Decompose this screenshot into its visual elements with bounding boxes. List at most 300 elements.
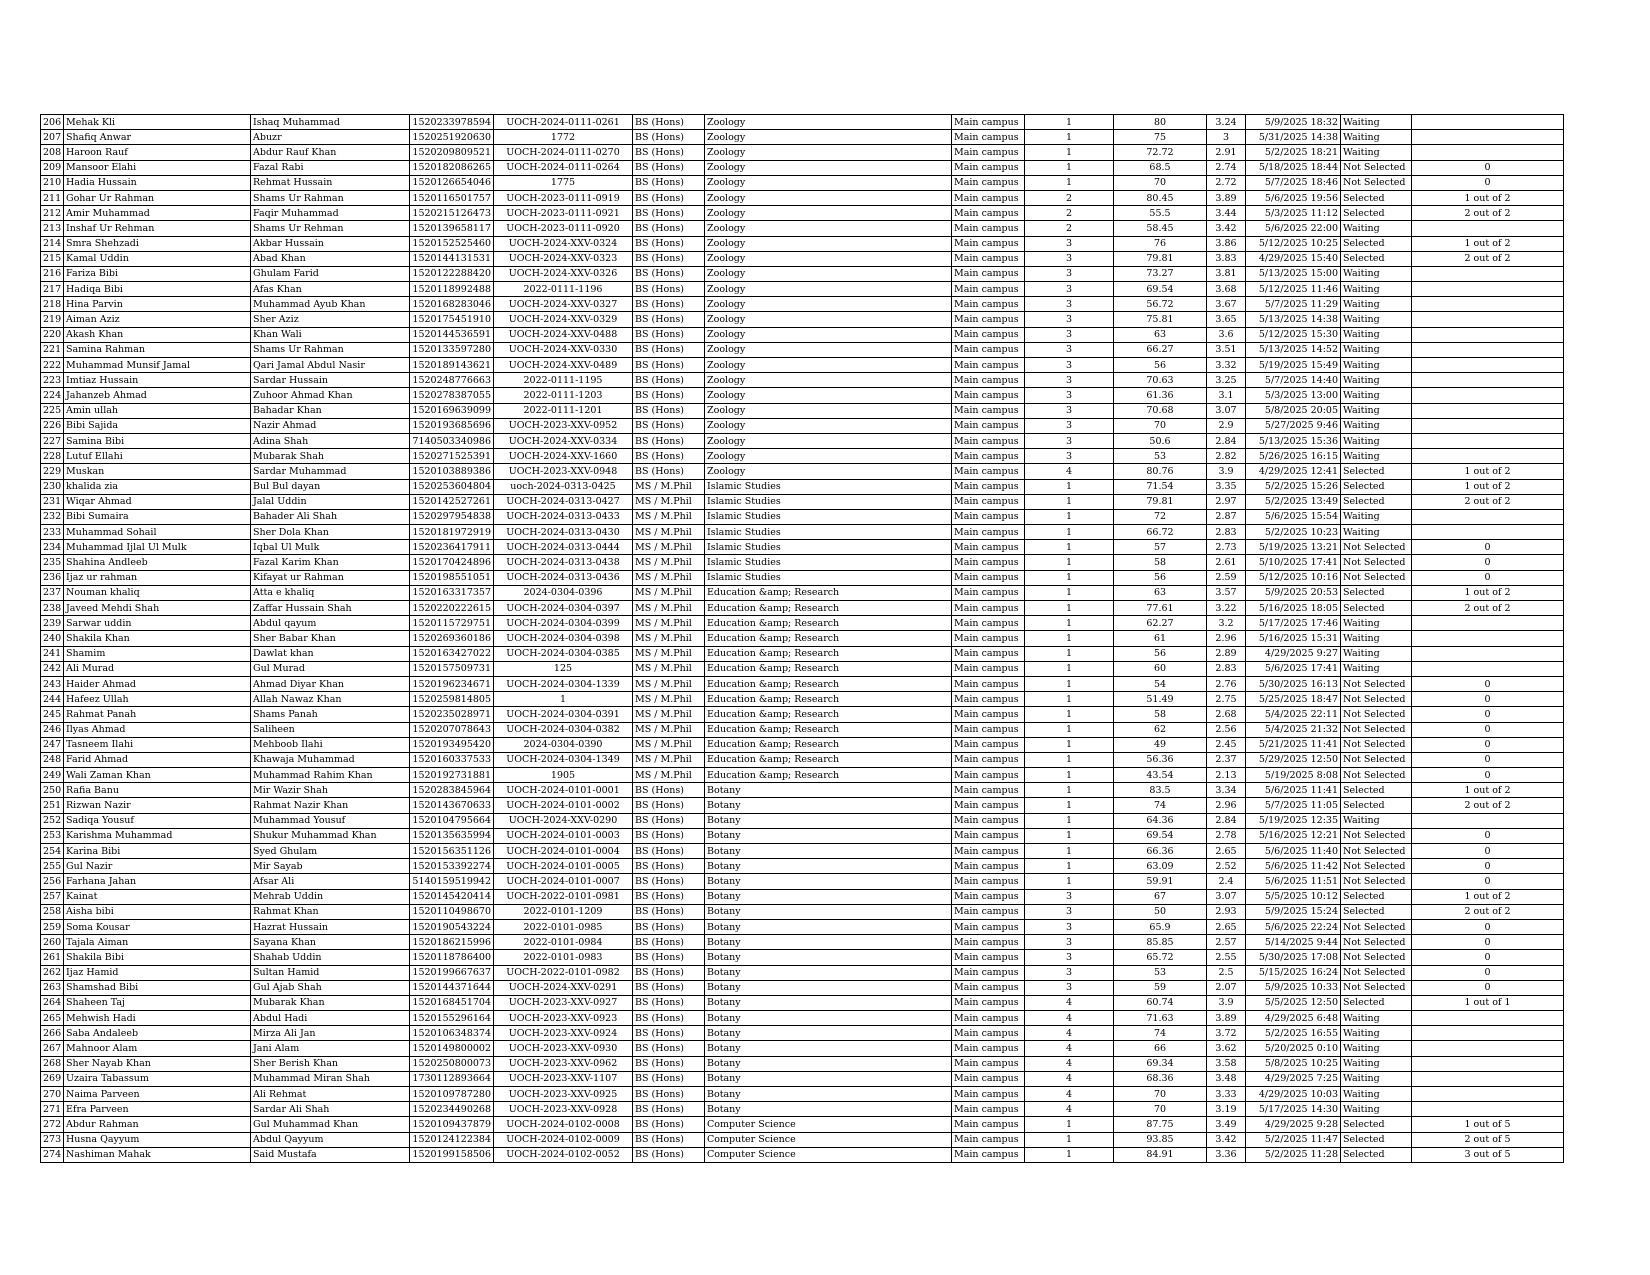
table-row	[41, 1056, 1564, 1071]
cnic-cell: 1520278387055	[410, 388, 494, 403]
program-level-cell: BS (Hons)	[633, 282, 705, 297]
applied-at-cell: 5/13/2025 14:38	[1246, 312, 1341, 327]
program-cell: Islamic Studies	[705, 509, 952, 524]
cnic-cell: 1520193495420	[410, 737, 494, 752]
applicant-name-cell: Wiqar Ahmad	[64, 494, 251, 509]
marks-cell: 63	[1114, 327, 1207, 342]
father-name-cell: Abdul Hadi	[251, 1011, 410, 1026]
status-cell: Selected	[1341, 479, 1412, 494]
row-number-cell: 215	[41, 251, 64, 266]
status-cell: Not Selected	[1341, 935, 1412, 950]
marks-cell: 93.85	[1114, 1132, 1207, 1147]
father-name-cell: Dawlat khan	[251, 646, 410, 661]
program-cell: Zoology	[705, 175, 952, 190]
cnic-cell: 1520153392274	[410, 859, 494, 874]
cgpa-cell: 2.56	[1207, 722, 1246, 737]
table-row	[41, 145, 1564, 160]
registration-no-cell: 2022-0111-1203	[494, 388, 633, 403]
program-level-cell: BS (Hons)	[633, 418, 705, 433]
program-cell: Botany	[705, 980, 952, 995]
applied-at-cell: 5/31/2025 14:38	[1246, 130, 1341, 145]
father-name-cell: Akbar Hussain	[251, 236, 410, 251]
cgpa-cell: 3.83	[1207, 251, 1246, 266]
row-number-cell: 236	[41, 570, 64, 585]
semester-cell: 4	[1025, 1041, 1114, 1056]
campus-cell: Main campus	[952, 919, 1025, 934]
registration-no-cell: UOCH-2023-XXV-0930	[494, 1041, 633, 1056]
status-cell: Waiting	[1341, 661, 1412, 676]
applicant-name-cell: Javeed Mehdi Shah	[64, 601, 251, 616]
status-cell: Waiting	[1341, 145, 1412, 160]
cgpa-cell: 2.96	[1207, 631, 1246, 646]
cnic-cell: 1520145420414	[410, 889, 494, 904]
applicant-name-cell: Lutuf Ellahi	[64, 449, 251, 464]
applicant-name-cell: Farhana Jahan	[64, 874, 251, 889]
table-row	[41, 282, 1564, 297]
status-cell: Not Selected	[1341, 950, 1412, 965]
semester-cell: 1	[1025, 555, 1114, 570]
campus-cell: Main campus	[952, 418, 1025, 433]
semester-cell: 1	[1025, 722, 1114, 737]
cnic-cell: 1520259814805	[410, 692, 494, 707]
applied-at-cell: 5/2/2025 18:21	[1246, 145, 1341, 160]
applied-at-cell: 5/7/2025 18:46	[1246, 175, 1341, 190]
program-level-cell: BS (Hons)	[633, 115, 705, 130]
registration-no-cell: UOCH-2024-0101-0002	[494, 798, 633, 813]
cnic-cell: 5140159519942	[410, 874, 494, 889]
applicant-name-cell: Shafiq Anwar	[64, 130, 251, 145]
cgpa-cell: 3.2	[1207, 616, 1246, 631]
cnic-cell: 1520175451910	[410, 312, 494, 327]
row-number-cell: 248	[41, 752, 64, 767]
registration-no-cell: UOCH-2024-0304-0399	[494, 616, 633, 631]
program-level-cell: BS (Hons)	[633, 1071, 705, 1086]
table-row	[41, 175, 1564, 190]
applicant-name-cell: Abdur Rahman	[64, 1117, 251, 1132]
applicant-name-cell: Haroon Rauf	[64, 145, 251, 160]
cgpa-cell: 2.59	[1207, 570, 1246, 585]
status-cell: Selected	[1341, 236, 1412, 251]
program-level-cell: MS / M.Phil	[633, 601, 705, 616]
marks-cell: 79.81	[1114, 494, 1207, 509]
applicant-name-cell: Bibi Sumaira	[64, 509, 251, 524]
marks-cell: 70	[1114, 175, 1207, 190]
father-name-cell: Rahmat Khan	[251, 904, 410, 919]
status-cell: Selected	[1341, 1147, 1412, 1162]
status-cell: Not Selected	[1341, 768, 1412, 783]
row-number-cell: 264	[41, 995, 64, 1010]
registration-no-cell: UOCH-2024-XXV-0334	[494, 433, 633, 448]
merit-position-cell: 0	[1412, 570, 1564, 585]
program-level-cell: MS / M.Phil	[633, 525, 705, 540]
marks-cell: 72	[1114, 509, 1207, 524]
program-level-cell: BS (Hons)	[633, 342, 705, 357]
program-cell: Zoology	[705, 403, 952, 418]
merit-position-cell	[1412, 1026, 1564, 1041]
cnic-cell: 1520133597280	[410, 342, 494, 357]
status-cell: Waiting	[1341, 327, 1412, 342]
applied-at-cell: 5/7/2025 11:05	[1246, 798, 1341, 813]
semester-cell: 1	[1025, 661, 1114, 676]
applicant-name-cell: Samina Rahman	[64, 342, 251, 357]
marks-cell: 49	[1114, 737, 1207, 752]
father-name-cell: Muhammad Rahim Khan	[251, 768, 410, 783]
table-row	[41, 768, 1564, 783]
applicant-name-cell: Mehwish Hadi	[64, 1011, 251, 1026]
applied-at-cell: 4/29/2025 12:41	[1246, 464, 1341, 479]
row-number-cell: 233	[41, 525, 64, 540]
cgpa-cell: 3.42	[1207, 221, 1246, 236]
semester-cell: 2	[1025, 206, 1114, 221]
registration-no-cell: 2022-0101-0985	[494, 919, 633, 934]
cgpa-cell: 3.51	[1207, 342, 1246, 357]
cnic-cell: 1520250800073	[410, 1056, 494, 1071]
cnic-cell: 1520144536591	[410, 327, 494, 342]
table-row	[41, 570, 1564, 585]
status-cell: Waiting	[1341, 373, 1412, 388]
program-cell: Zoology	[705, 251, 952, 266]
program-cell: Botany	[705, 995, 952, 1010]
applicant-name-cell: Shakila Khan	[64, 631, 251, 646]
semester-cell: 3	[1025, 282, 1114, 297]
applicant-name-cell: Efra Parveen	[64, 1102, 251, 1117]
semester-cell: 1	[1025, 828, 1114, 843]
father-name-cell: Sayana Khan	[251, 935, 410, 950]
registration-no-cell: UOCH-2023-XXV-0924	[494, 1026, 633, 1041]
marks-cell: 51.49	[1114, 692, 1207, 707]
father-name-cell: Muhammad Yousuf	[251, 813, 410, 828]
status-cell: Waiting	[1341, 266, 1412, 281]
campus-cell: Main campus	[952, 904, 1025, 919]
applied-at-cell: 5/9/2025 20:53	[1246, 585, 1341, 600]
applicant-name-cell: Sher Nayab Khan	[64, 1056, 251, 1071]
cnic-cell: 1520163427022	[410, 646, 494, 661]
row-number-cell: 207	[41, 130, 64, 145]
merit-position-cell	[1412, 297, 1564, 312]
applicant-name-cell: Tajala Aiman	[64, 935, 251, 950]
table-row	[41, 722, 1564, 737]
semester-cell: 3	[1025, 358, 1114, 373]
status-cell: Waiting	[1341, 525, 1412, 540]
program-level-cell: BS (Hons)	[633, 813, 705, 828]
program-cell: Education &amp; Research	[705, 737, 952, 752]
program-cell: Botany	[705, 1026, 952, 1041]
status-cell: Not Selected	[1341, 676, 1412, 691]
merit-position-cell	[1412, 1102, 1564, 1117]
program-level-cell: BS (Hons)	[633, 464, 705, 479]
applied-at-cell: 5/25/2025 18:47	[1246, 692, 1341, 707]
merit-position-cell	[1412, 221, 1564, 236]
merit-position-cell	[1412, 115, 1564, 130]
cnic-cell: 1520297954838	[410, 509, 494, 524]
applied-at-cell: 4/29/2025 9:28	[1246, 1117, 1341, 1132]
registration-no-cell: UOCH-2024-0101-0003	[494, 828, 633, 843]
cnic-cell: 1520144131531	[410, 251, 494, 266]
registration-no-cell: UOCH-2024-0304-0397	[494, 601, 633, 616]
semester-cell: 1	[1025, 768, 1114, 783]
registration-no-cell: UOCH-2024-0313-0427	[494, 494, 633, 509]
row-number-cell: 271	[41, 1102, 64, 1117]
program-cell: Zoology	[705, 282, 952, 297]
semester-cell: 3	[1025, 251, 1114, 266]
cgpa-cell: 2.96	[1207, 798, 1246, 813]
program-level-cell: BS (Hons)	[633, 373, 705, 388]
merit-position-cell	[1412, 1056, 1564, 1071]
campus-cell: Main campus	[952, 115, 1025, 130]
cgpa-cell: 3.36	[1207, 1147, 1246, 1162]
table-row	[41, 115, 1564, 130]
father-name-cell: Abdur Rauf Khan	[251, 145, 410, 160]
campus-cell: Main campus	[952, 631, 1025, 646]
status-cell: Waiting	[1341, 358, 1412, 373]
table-row	[41, 692, 1564, 707]
program-cell: Islamic Studies	[705, 570, 952, 585]
campus-cell: Main campus	[952, 190, 1025, 205]
program-cell: Zoology	[705, 327, 952, 342]
table-row	[41, 995, 1564, 1010]
registration-no-cell: UOCH-2024-0313-0433	[494, 509, 633, 524]
marks-cell: 69.34	[1114, 1056, 1207, 1071]
registration-no-cell: UOCH-2022-0101-0982	[494, 965, 633, 980]
program-level-cell: BS (Hons)	[633, 297, 705, 312]
applied-at-cell: 5/12/2025 11:46	[1246, 282, 1341, 297]
cnic-cell: 1520192731881	[410, 768, 494, 783]
program-level-cell: BS (Hons)	[633, 1026, 705, 1041]
status-cell: Waiting	[1341, 509, 1412, 524]
applicant-name-cell: Karina Bibi	[64, 844, 251, 859]
registration-no-cell: 1	[494, 692, 633, 707]
semester-cell: 4	[1025, 1056, 1114, 1071]
father-name-cell: Zuhoor Ahmad Khan	[251, 388, 410, 403]
cnic-cell: 1520220222615	[410, 601, 494, 616]
merit-position-cell	[1412, 358, 1564, 373]
program-cell: Computer Science	[705, 1117, 952, 1132]
status-cell: Waiting	[1341, 297, 1412, 312]
status-cell: Waiting	[1341, 1011, 1412, 1026]
table-row	[41, 190, 1564, 205]
marks-cell: 70.68	[1114, 403, 1207, 418]
cnic-cell: 1520157509731	[410, 661, 494, 676]
row-number-cell: 254	[41, 844, 64, 859]
merit-position-cell	[1412, 1071, 1564, 1086]
campus-cell: Main campus	[952, 297, 1025, 312]
program-cell: Zoology	[705, 145, 952, 160]
applied-at-cell: 5/6/2025 17:41	[1246, 661, 1341, 676]
marks-cell: 55.5	[1114, 206, 1207, 221]
marks-cell: 65.9	[1114, 919, 1207, 934]
row-number-cell: 261	[41, 950, 64, 965]
applied-at-cell: 5/19/2025 15:49	[1246, 358, 1341, 373]
program-cell: Zoology	[705, 418, 952, 433]
registration-no-cell: UOCH-2023-XXV-1107	[494, 1071, 633, 1086]
semester-cell: 3	[1025, 312, 1114, 327]
marks-cell: 56	[1114, 646, 1207, 661]
registration-no-cell: UOCH-2024-0101-0001	[494, 783, 633, 798]
cnic-cell: 1520149800002	[410, 1041, 494, 1056]
cnic-cell: 1520236417911	[410, 540, 494, 555]
semester-cell: 1	[1025, 570, 1114, 585]
applied-at-cell: 5/15/2025 16:24	[1246, 965, 1341, 980]
status-cell: Not Selected	[1341, 692, 1412, 707]
table-row	[41, 160, 1564, 175]
merit-position-cell	[1412, 449, 1564, 464]
cnic-cell: 1520139658117	[410, 221, 494, 236]
cgpa-cell: 3.07	[1207, 889, 1246, 904]
applicant-name-cell: Smra Shehzadi	[64, 236, 251, 251]
applicant-name-cell: Hadiqa Bibi	[64, 282, 251, 297]
merit-position-cell: 0	[1412, 676, 1564, 691]
applied-at-cell: 5/19/2025 13:21	[1246, 540, 1341, 555]
cnic-cell: 1520209809521	[410, 145, 494, 160]
father-name-cell: Shams Ur Rahman	[251, 342, 410, 357]
cgpa-cell: 3.9	[1207, 464, 1246, 479]
merit-position-cell: 2 out of 2	[1412, 798, 1564, 813]
applicant-name-cell: Shaheen Taj	[64, 995, 251, 1010]
program-cell: Zoology	[705, 433, 952, 448]
merit-position-cell	[1412, 266, 1564, 281]
cgpa-cell: 2.78	[1207, 828, 1246, 843]
father-name-cell: Sardar Hussain	[251, 373, 410, 388]
table-row	[41, 813, 1564, 828]
campus-cell: Main campus	[952, 449, 1025, 464]
campus-cell: Main campus	[952, 585, 1025, 600]
marks-cell: 58	[1114, 707, 1207, 722]
table-row	[41, 874, 1564, 889]
cgpa-cell: 3.89	[1207, 1011, 1246, 1026]
program-level-cell: BS (Hons)	[633, 160, 705, 175]
father-name-cell: Bahader Ali Shah	[251, 509, 410, 524]
merit-position-cell: 1 out of 2	[1412, 783, 1564, 798]
table-row	[41, 601, 1564, 616]
cnic-cell: 1520126654046	[410, 175, 494, 190]
registration-no-cell: UOCH-2024-0304-0391	[494, 707, 633, 722]
table-row	[41, 844, 1564, 859]
row-number-cell: 274	[41, 1147, 64, 1162]
merit-position-cell: 0	[1412, 540, 1564, 555]
registration-no-cell: UOCH-2024-0111-0264	[494, 160, 633, 175]
program-cell: Botany	[705, 813, 952, 828]
applied-at-cell: 5/3/2025 13:00	[1246, 388, 1341, 403]
campus-cell: Main campus	[952, 327, 1025, 342]
row-number-cell: 247	[41, 737, 64, 752]
status-cell: Waiting	[1341, 312, 1412, 327]
program-level-cell: BS (Hons)	[633, 327, 705, 342]
cnic-cell: 1520196234671	[410, 676, 494, 691]
father-name-cell: Mubarak Shah	[251, 449, 410, 464]
marks-cell: 58.45	[1114, 221, 1207, 236]
row-number-cell: 256	[41, 874, 64, 889]
father-name-cell: Kifayat ur Rahman	[251, 570, 410, 585]
cnic-cell: 1520199158506	[410, 1147, 494, 1162]
program-cell: Botany	[705, 1056, 952, 1071]
cgpa-cell: 3.19	[1207, 1102, 1246, 1117]
marks-cell: 71.54	[1114, 479, 1207, 494]
program-cell: Botany	[705, 859, 952, 874]
applicant-name-cell: Mehak Kli	[64, 115, 251, 130]
father-name-cell: Sher Babar Khan	[251, 631, 410, 646]
cgpa-cell: 3.67	[1207, 297, 1246, 312]
father-name-cell: Abdul Qayyum	[251, 1132, 410, 1147]
cnic-cell: 1520106348374	[410, 1026, 494, 1041]
campus-cell: Main campus	[952, 433, 1025, 448]
program-level-cell: MS / M.Phil	[633, 494, 705, 509]
father-name-cell: Shahab Uddin	[251, 950, 410, 965]
campus-cell: Main campus	[952, 752, 1025, 767]
cgpa-cell: 2.9	[1207, 418, 1246, 433]
merit-position-cell: 2 out of 2	[1412, 601, 1564, 616]
registration-no-cell: UOCH-2024-XXV-0326	[494, 266, 633, 281]
marks-cell: 68.5	[1114, 160, 1207, 175]
status-cell: Not Selected	[1341, 175, 1412, 190]
table-row	[41, 206, 1564, 221]
table-row	[41, 358, 1564, 373]
semester-cell: 1	[1025, 479, 1114, 494]
father-name-cell: Zaffar Hussain Shah	[251, 601, 410, 616]
registration-no-cell: UOCH-2023-0111-0919	[494, 190, 633, 205]
cgpa-cell: 2.84	[1207, 813, 1246, 828]
campus-cell: Main campus	[952, 1011, 1025, 1026]
marks-cell: 43.54	[1114, 768, 1207, 783]
program-cell: Islamic Studies	[705, 555, 952, 570]
registration-no-cell: UOCH-2024-0111-0261	[494, 115, 633, 130]
row-number-cell: 232	[41, 509, 64, 524]
cgpa-cell: 2.45	[1207, 737, 1246, 752]
registration-no-cell: UOCH-2024-0101-0004	[494, 844, 633, 859]
row-number-cell: 227	[41, 433, 64, 448]
applied-at-cell: 5/8/2025 20:05	[1246, 403, 1341, 418]
applicant-name-cell: Kainat	[64, 889, 251, 904]
applied-at-cell: 5/30/2025 17:08	[1246, 950, 1341, 965]
applicant-name-cell: Muhammad Sohail	[64, 525, 251, 540]
merit-position-cell: 1 out of 2	[1412, 190, 1564, 205]
merit-position-cell: 2 out of 2	[1412, 251, 1564, 266]
campus-cell: Main campus	[952, 844, 1025, 859]
row-number-cell: 252	[41, 813, 64, 828]
marks-cell: 60.74	[1114, 995, 1207, 1010]
program-level-cell: BS (Hons)	[633, 312, 705, 327]
campus-cell: Main campus	[952, 525, 1025, 540]
table-row	[41, 1132, 1564, 1147]
registration-no-cell: UOCH-2024-0313-0430	[494, 525, 633, 540]
program-cell: Botany	[705, 874, 952, 889]
registration-no-cell: UOCH-2024-0304-0398	[494, 631, 633, 646]
campus-cell: Main campus	[952, 494, 1025, 509]
marks-cell: 71.63	[1114, 1011, 1207, 1026]
table-row	[41, 494, 1564, 509]
cnic-cell: 1520168451704	[410, 995, 494, 1010]
merit-position-cell	[1412, 373, 1564, 388]
program-cell: Botany	[705, 1041, 952, 1056]
father-name-cell: Sher Berish Khan	[251, 1056, 410, 1071]
program-level-cell: BS (Hons)	[633, 1011, 705, 1026]
cgpa-cell: 2.91	[1207, 145, 1246, 160]
row-number-cell: 209	[41, 160, 64, 175]
applicant-name-cell: Ijaz Hamid	[64, 965, 251, 980]
applied-at-cell: 4/29/2025 6:48	[1246, 1011, 1341, 1026]
status-cell: Selected	[1341, 494, 1412, 509]
cgpa-cell: 2.4	[1207, 874, 1246, 889]
cgpa-cell: 2.65	[1207, 919, 1246, 934]
campus-cell: Main campus	[952, 722, 1025, 737]
registration-no-cell: UOCH-2023-XXV-0928	[494, 1102, 633, 1117]
campus-cell: Main campus	[952, 995, 1025, 1010]
merit-position-cell	[1412, 509, 1564, 524]
campus-cell: Main campus	[952, 874, 1025, 889]
cnic-cell: 1520103889386	[410, 464, 494, 479]
merit-position-cell	[1412, 433, 1564, 448]
row-number-cell: 206	[41, 115, 64, 130]
cgpa-cell: 2.97	[1207, 494, 1246, 509]
